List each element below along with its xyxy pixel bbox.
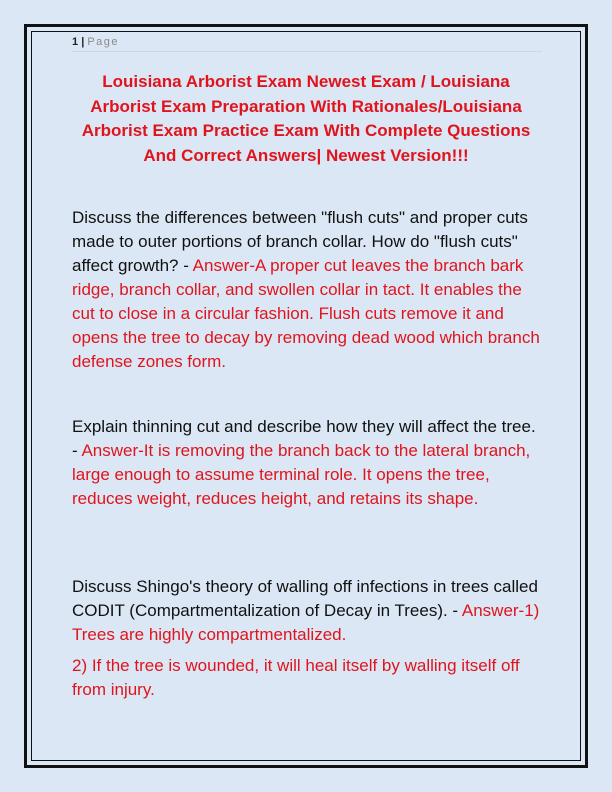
page-word: Page (87, 36, 120, 48)
qa-paragraph (72, 415, 544, 511)
page-separator: | (81, 36, 85, 48)
answer-text: Answer-A proper cut leaves the branch bark ridge, branch collar, and swollen collar in tact. It enables the cut to close in a circular fashion. Flush cuts remove it and opens the tree to decay by removing dead wood which branch defense zones form. (72, 256, 540, 371)
qa-item (72, 575, 544, 702)
answer-text: Answer-1) Trees are highly compartmentalized. (72, 601, 540, 644)
qa-paragraph (72, 206, 544, 374)
page-number: 1 (72, 36, 79, 48)
page-header (72, 36, 542, 52)
answer-text: Answer-It is removing the branch back to the lateral branch, large enough to assume terminal role. It opens the tree, reduces weight, reduces height, and retains its shape. (72, 441, 531, 508)
question-text: Discuss the differences between "flush cuts" and proper cuts made to outer portions of branch collar. How do "flush cuts" affect growth? - (72, 208, 528, 275)
qa-paragraph (72, 575, 544, 647)
qa-item (72, 206, 544, 374)
question-text: Explain thinning cut and describe how they will affect the tree. - (72, 417, 536, 460)
document-title: Louisiana Arborist Exam Newest Exam / Louisiana Arborist Exam Preparation With Rationales/Louisiana Arborist Exam Practice Exam With Complete Questions And Correct Answers| Newest Version!!! (81, 72, 531, 165)
question-text: Discuss Shingo's theory of walling off infections in trees called CODIT (Compartmentalization of Decay in Trees). - (72, 577, 538, 620)
qa-item (72, 415, 544, 511)
answer-continued: 2) If the tree is wounded, it will heal itself by walling itself off from injury. (72, 656, 520, 699)
